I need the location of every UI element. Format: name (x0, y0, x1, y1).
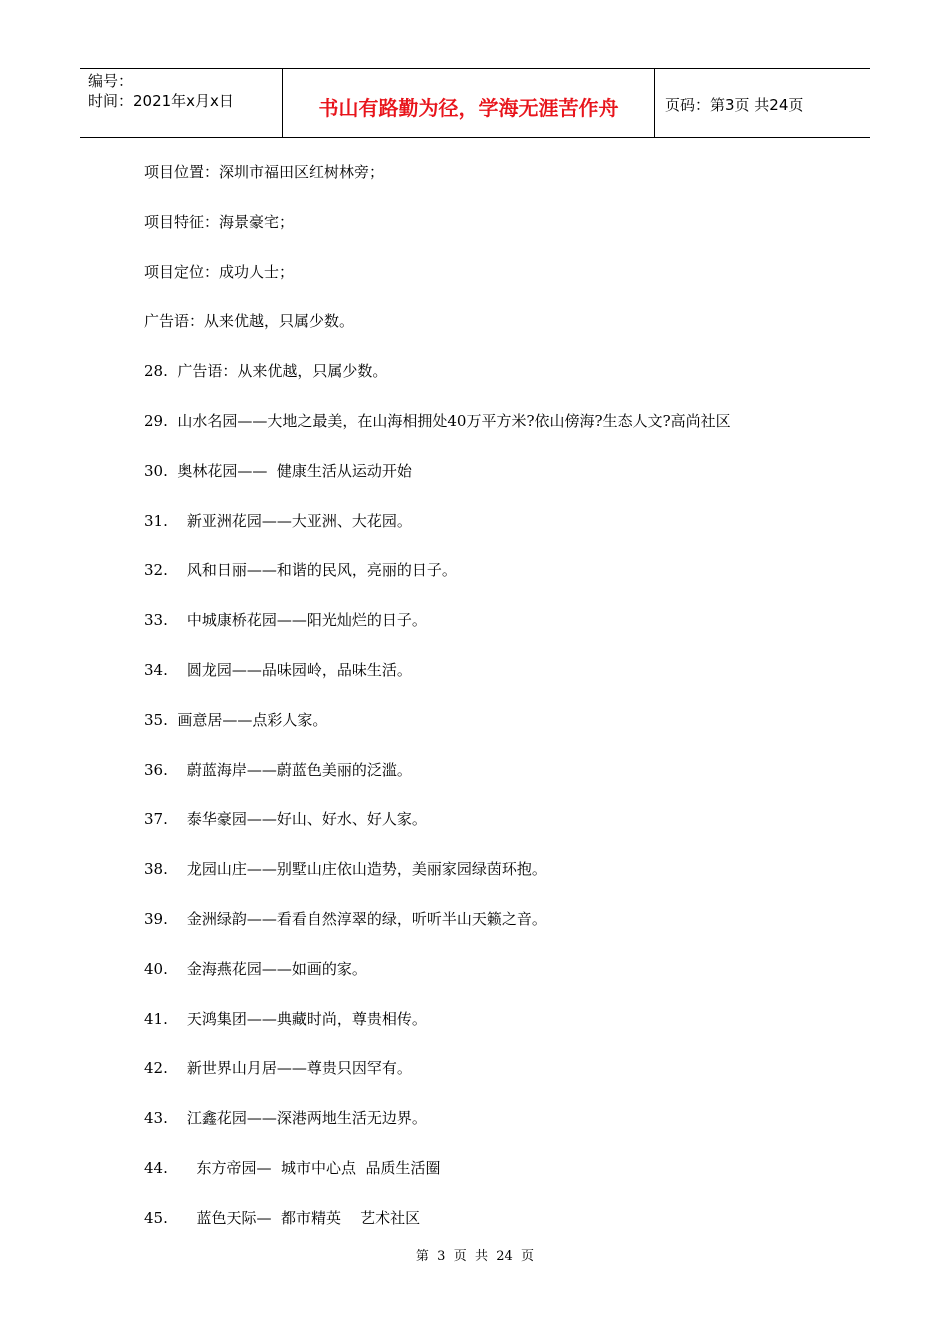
header-motto: 书山有路勤为径，学海无涯苦作舟 (282, 69, 655, 137)
body-line: 32. 风和日丽——和谐的民风，亮丽的日子。 (144, 561, 457, 580)
document-time: 时间：2021年x月x日 (88, 92, 234, 110)
body-line: 项目特征：海景豪宅； (144, 212, 295, 231)
body-line: 31. 新亚洲花园——大亚洲、大花园。 (144, 511, 412, 530)
footer-page-number: 第 3 页 共 24 页 (415, 1249, 535, 1264)
body-line: 41. 天鸿集团——典藏时尚，尊贵相传。 (144, 1009, 427, 1028)
body-line: 36. 蔚蓝海岸——蔚蓝色美丽的泛滥。 (144, 760, 412, 779)
body-line: 45. 蓝色天际— 都市精英 艺术社区 (144, 1208, 421, 1227)
page-footer (0, 1245, 950, 1264)
body-line: 38. 龙园山庄——别墅山庄依山造势，美丽家园绿茵环抱。 (144, 860, 547, 879)
body-line: 42. 新世界山月居——尊贵只因罕有。 (144, 1059, 412, 1078)
page-header (80, 68, 870, 138)
body-line: 39. 金洲绿韵——看看自然淳翠的绿，听听半山天籁之音。 (144, 909, 547, 928)
body-line: 项目位置：深圳市福田区红树林旁； (144, 163, 385, 181)
header-meta (80, 69, 282, 137)
body-line: 项目定位：成功人士； (144, 262, 295, 281)
body-line: 35. 画意居——点彩人家。 (144, 710, 328, 729)
body-line: 29. 山水名园——大地之最美，在山海相拥处40万平方米?依山傍海?生态人文?高尚社区 (144, 411, 731, 430)
header-page-info: 页码：第3页 共24页 (665, 95, 804, 114)
body-line: 43. 江鑫花园——深港两地生活无边界。 (144, 1109, 427, 1128)
document-number: 编号： (88, 72, 134, 90)
body-line: 44. 东方帝园— 城市中心点 品质生活圈 (144, 1158, 441, 1177)
body-line: 40. 金海燕花园——如画的家。 (144, 959, 367, 978)
body-line: 37. 泰华豪园——好山、好水、好人家。 (144, 810, 427, 829)
body-line: 34. 圆龙园——品味园岭，品味生活。 (144, 660, 412, 679)
body-line: 广告语：从来优越，只属少数。 (144, 312, 355, 331)
document-body (144, 160, 864, 1256)
body-line: 28. 广告语：从来优越，只属少数。 (144, 362, 388, 381)
body-line: 30. 奥林花园—— 健康生活从运动开始 (144, 461, 412, 480)
body-line: 33. 中城康桥花园——阳光灿烂的日子。 (144, 611, 427, 630)
